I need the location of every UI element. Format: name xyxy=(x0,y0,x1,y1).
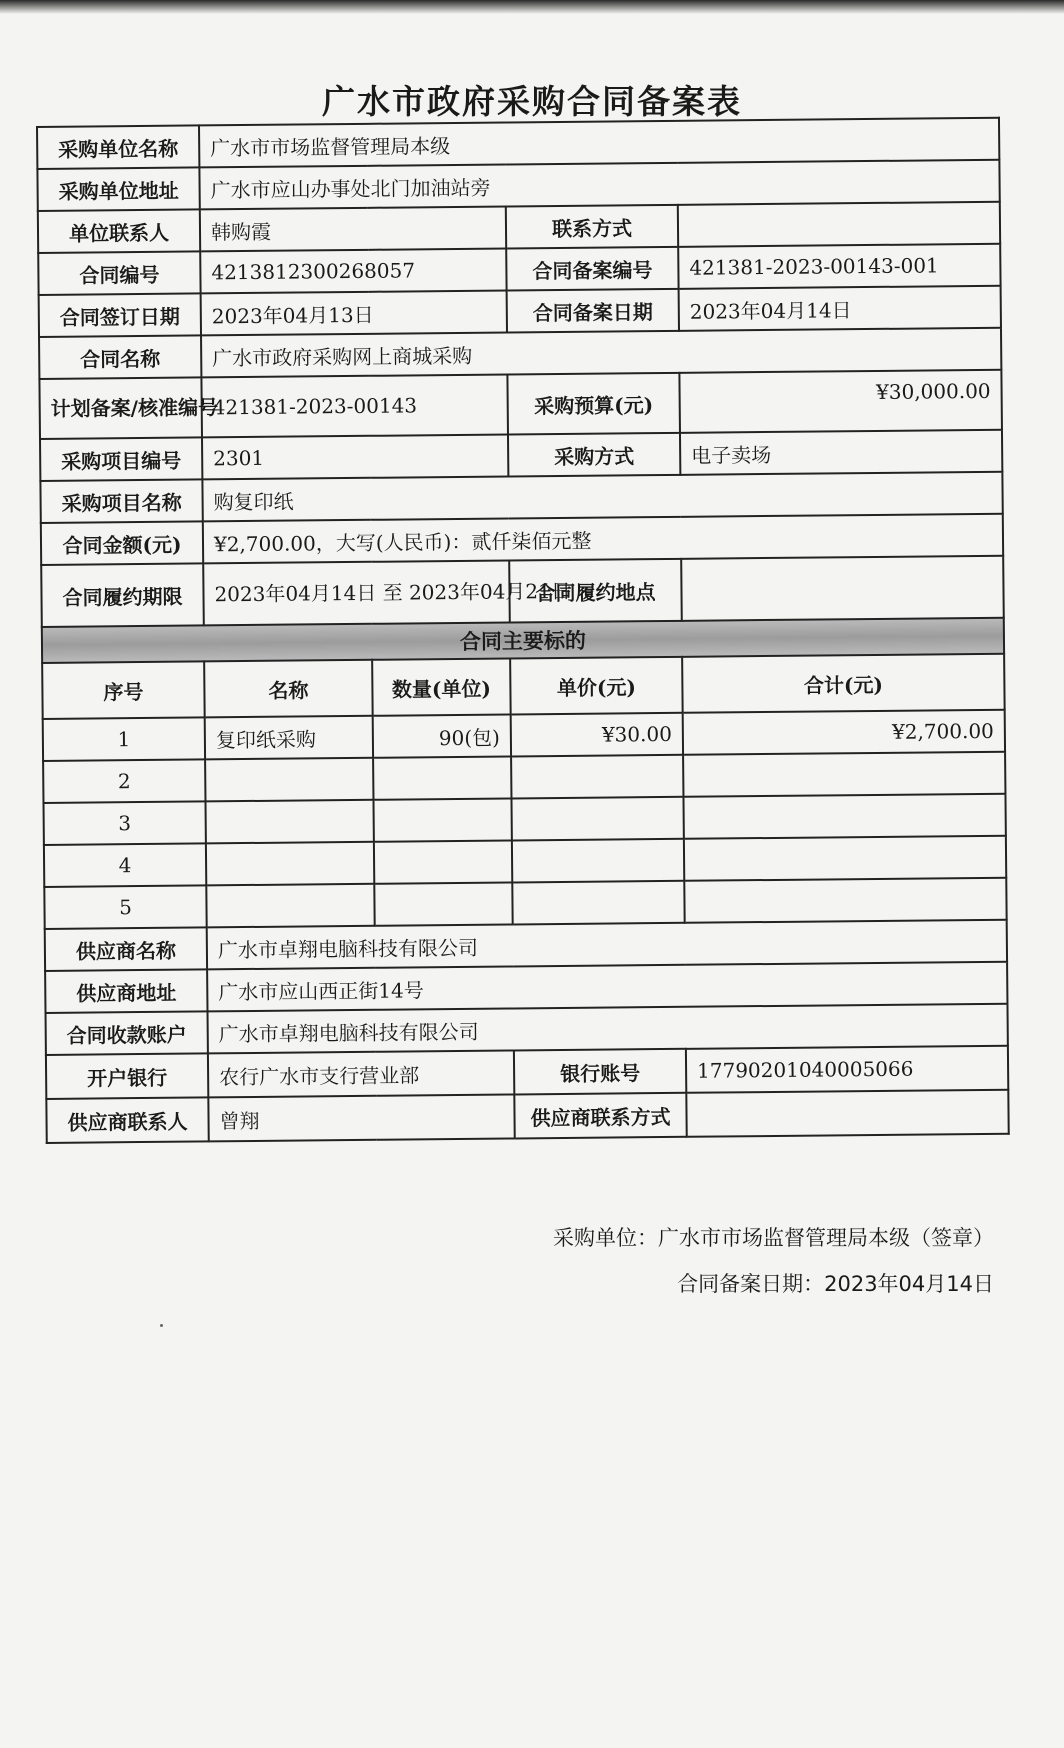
supplier-phone-value xyxy=(686,1090,1008,1137)
row-plan-budget xyxy=(39,370,1002,439)
item-seq: 1 xyxy=(43,717,205,761)
filing-date-value: 2023年04月14日 xyxy=(679,286,1001,331)
item-total: ¥2,700.00 xyxy=(683,710,1005,755)
bank-value: 农行广水市支行营业部 xyxy=(208,1050,514,1097)
buyer-contact-label: 单位联系人 xyxy=(38,209,200,253)
item-price xyxy=(512,881,684,925)
account-name-value: 广水市卓翔电脑科技有限公司 xyxy=(208,1004,1008,1054)
item-seq: 5 xyxy=(44,885,206,929)
supplier-name-value: 广水市卓翔电脑科技有限公司 xyxy=(207,920,1007,970)
filing-date-label: 合同备案日期 xyxy=(507,289,679,333)
buyer-address-value: 广水市应山办事处北门加油站旁 xyxy=(199,160,999,210)
item-qty xyxy=(374,882,512,925)
account-no-label: 银行账号 xyxy=(514,1049,686,1095)
item-name: 复印纸采购 xyxy=(205,716,373,760)
buyer-name-label: 采购单位名称 xyxy=(37,125,199,169)
sign-date-value: 2023年04月13日 xyxy=(201,290,507,335)
buyer-name-value: 广水市市场监督管理局本级 xyxy=(199,118,999,168)
items-header-row xyxy=(42,654,1004,719)
item-seq: 4 xyxy=(44,843,206,887)
period-label: 合同履约期限 xyxy=(41,563,204,627)
buyer-contact-value: 韩购霞 xyxy=(200,206,506,251)
item-price xyxy=(512,839,684,883)
plan-no-value: 421381-2023-00143 xyxy=(201,374,508,437)
budget-label: 采购预算(元) xyxy=(507,373,680,435)
contract-no-value: 4213812300268057 xyxy=(200,248,506,293)
bank-label: 开户银行 xyxy=(46,1053,208,1099)
supplier-address-label: 供应商地址 xyxy=(45,969,207,1013)
item-name xyxy=(206,842,374,886)
supplier-name-label: 供应商名称 xyxy=(45,927,207,971)
period-value: 2023年04月14日 至 2023年04月21日 xyxy=(203,560,510,625)
supplier-phone-label: 供应商联系方式 xyxy=(514,1093,686,1139)
supplier-contact-value: 曾翔 xyxy=(208,1094,514,1141)
contract-no-label: 合同编号 xyxy=(38,251,200,295)
project-no-label: 采购项目编号 xyxy=(40,437,202,481)
footer-filing-date: 合同备案日期：2023年04月14日 xyxy=(677,1272,994,1296)
account-name-label: 合同收款账户 xyxy=(46,1011,208,1055)
project-name-value: 购复印纸 xyxy=(202,472,1002,522)
item-price xyxy=(511,755,683,799)
account-no-value: 17790201040005066 xyxy=(686,1046,1008,1093)
supplier-contact-label: 供应商联系人 xyxy=(46,1097,208,1143)
filing-form-table xyxy=(36,117,1010,1144)
item-price: ¥30.00 xyxy=(511,713,683,757)
amount-value: ¥2,700.00，大写(人民币)：贰仟柒佰元整 xyxy=(203,514,1003,564)
item-qty xyxy=(373,756,511,799)
header-total: 合计(元) xyxy=(682,654,1005,713)
supplier-address-value: 广水市应山西正街14号 xyxy=(207,962,1007,1012)
project-no-value: 2301 xyxy=(202,434,508,479)
buyer-phone-value xyxy=(678,202,1000,247)
item-seq: 3 xyxy=(43,801,205,845)
header-seq: 序号 xyxy=(42,661,205,719)
method-label: 采购方式 xyxy=(508,433,680,477)
filing-no-value: 421381-2023-00143-001 xyxy=(678,244,1000,289)
amount-label: 合同金额(元) xyxy=(41,521,203,565)
plan-no-label: 计划备案/核准编号 xyxy=(39,377,202,439)
place-value xyxy=(681,556,1004,621)
item-name xyxy=(205,758,373,802)
buyer-signature-line: 采购单位：广水市市场监督管理局本级（签章） xyxy=(553,1226,994,1250)
row-period xyxy=(41,556,1004,627)
document-title: 广水市政府采购合同备案表 xyxy=(322,82,742,121)
paper-speck xyxy=(160,1324,163,1327)
project-name-label: 采购项目名称 xyxy=(40,479,202,523)
items-section-title: 合同主要标的 xyxy=(42,618,1004,663)
item-total xyxy=(684,836,1006,881)
header-name: 名称 xyxy=(204,660,373,718)
item-qty xyxy=(373,798,511,841)
item-price xyxy=(511,797,683,841)
header-price: 单价(元) xyxy=(510,657,683,715)
method-value: 电子卖场 xyxy=(680,430,1002,475)
header-qty: 数量(单位) xyxy=(372,658,511,715)
buyer-phone-label: 联系方式 xyxy=(506,205,678,249)
item-name xyxy=(206,884,374,928)
item-qty: 90(包) xyxy=(373,714,511,757)
place-label: 合同履约地点 xyxy=(509,559,682,623)
item-seq: 2 xyxy=(43,759,205,803)
item-name xyxy=(205,800,373,844)
item-qty xyxy=(374,840,512,883)
item-total xyxy=(683,794,1005,839)
item-total xyxy=(684,878,1006,923)
contract-name-label: 合同名称 xyxy=(39,335,201,379)
sign-date-label: 合同签订日期 xyxy=(39,293,201,337)
row-supplier-contact xyxy=(46,1090,1008,1143)
item-total xyxy=(683,752,1005,797)
page-edge-shadow xyxy=(0,0,1064,14)
budget-value: ¥30,000.00 xyxy=(679,370,1002,433)
contract-name-value: 广水市政府采购网上商城采购 xyxy=(201,328,1001,378)
buyer-address-label: 采购单位地址 xyxy=(37,167,199,211)
filing-no-label: 合同备案编号 xyxy=(506,247,678,291)
